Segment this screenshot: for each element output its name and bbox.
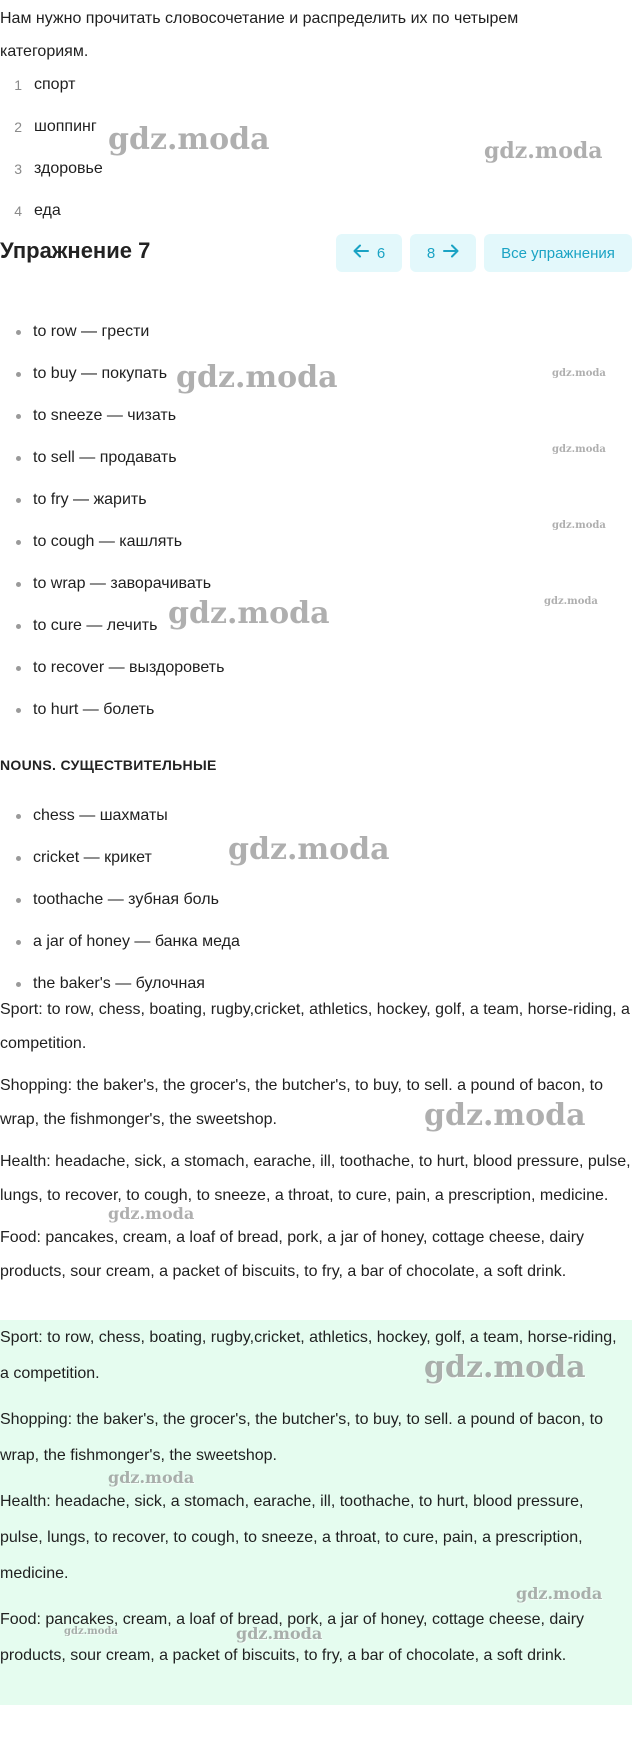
- bullet-icon: [16, 372, 21, 377]
- watermark: gdz.moda: [108, 1204, 195, 1223]
- watermark: gdz.moda: [108, 122, 270, 157]
- list-item-text: to sneeze — чизать: [33, 407, 177, 424]
- next-exercise-label: 8: [426, 244, 436, 262]
- list-number: 2: [14, 119, 22, 135]
- watermark: gdz.moda: [424, 1098, 586, 1133]
- bullet-icon: [16, 666, 21, 671]
- arrow-left-icon: [353, 244, 369, 262]
- categories-text: [0, 993, 632, 1297]
- watermark: gdz.moda: [516, 1584, 603, 1603]
- bullet-icon: [16, 624, 21, 629]
- watermark: gdz.moda: [236, 1624, 323, 1643]
- watermark: gdz.moda: [168, 596, 330, 631]
- list-item-text: здоровье: [34, 160, 103, 177]
- all-exercises-button[interactable]: Все упражнения: [484, 234, 632, 272]
- sport-paragraph: Sport: to row, chess, boating, rugby,cricket, athletics, hockey, golf, a team, horse-riding, a competition.: [0, 1001, 630, 1052]
- list-item-text: the baker's — булочная: [33, 975, 205, 992]
- health-paragraph: Health: headache, sick, a stomach, earache, ill, toothache, to hurt, blood pressure, pulse, lungs, to recover, to cough, to sneeze, a throat, to cure, pain, a prescription, medicine.: [0, 1153, 631, 1204]
- watermark: gdz.moda: [552, 444, 606, 455]
- watermark: gdz.moda: [108, 1468, 195, 1487]
- list-item-text: chess — шахматы: [33, 807, 168, 824]
- list-item-text: to row — грести: [33, 323, 150, 340]
- list-item: [0, 879, 600, 921]
- watermark: gdz.moda: [176, 360, 338, 395]
- arrow-right-icon: [443, 244, 459, 262]
- list-item-text: to recover — выздороветь: [33, 659, 225, 676]
- list-number: 4: [14, 203, 22, 219]
- bullet-icon: [16, 814, 21, 819]
- intro-text: Нам нужно прочитать словосочетание и распределить их по четырем категориям.: [0, 10, 519, 60]
- nouns-heading: NOUNS. СУЩЕСТВИТЕЛЬНЫЕ: [0, 757, 217, 773]
- watermark: gdz.moda: [424, 1350, 586, 1385]
- watermark: gdz.moda: [228, 832, 390, 867]
- list-item: [0, 311, 600, 353]
- food-paragraph: Food: pancakes, cream, a loaf of bread, pork, a jar of honey, cottage cheese, dairy products, sour cream, a packet of biscuits, to fry, a bar of chocolate, a soft drink.: [0, 1229, 585, 1280]
- list-item: [0, 521, 600, 563]
- list-item-text: спорт: [34, 76, 76, 93]
- next-exercise-button[interactable]: [410, 234, 476, 272]
- food-answer: Food: pancakes, cream, a loaf of bread, pork, a jar of honey, cottage cheese, dairy products, sour cream, a packet of biscuits, to fry, a bar of chocolate, a soft drink.: [0, 1611, 585, 1664]
- list-item: [0, 395, 600, 437]
- watermark: gdz.moda: [552, 520, 606, 531]
- list-item-text: to cough — кашлять: [33, 533, 183, 550]
- list-item-text: a jar of honey — банка меда: [33, 933, 240, 950]
- list-item-text: to fry — жарить: [33, 491, 147, 508]
- bullet-icon: [16, 582, 21, 587]
- bullet-icon: [16, 940, 21, 945]
- watermark: gdz.moda: [552, 368, 606, 379]
- list-item-text: cricket — крикет: [33, 849, 152, 866]
- bullet-icon: [16, 456, 21, 461]
- exercise-title: Упражнение 7: [0, 238, 151, 263]
- list-item: [0, 190, 600, 232]
- list-item-text: to sell — продавать: [33, 449, 177, 466]
- shopping-paragraph: Shopping: the baker's, the grocer's, the butcher's, to buy, to sell. a pound of bacon, to wrap, the fishmonger's, the sweetshop.: [0, 1077, 604, 1128]
- bullet-icon: [16, 330, 21, 335]
- bullet-icon: [16, 982, 21, 987]
- list-item: [0, 689, 600, 731]
- list-item-text: to buy — покупать: [33, 365, 168, 382]
- prev-exercise-label: 6: [376, 244, 386, 262]
- list-item-text: шоппинг: [34, 118, 97, 135]
- list-item-text: to wrap — заворачивать: [33, 575, 212, 592]
- watermark: gdz.moda: [64, 1626, 118, 1637]
- list-item-text: toothache — зубная боль: [33, 891, 219, 908]
- list-item: [0, 647, 600, 689]
- list-item: [0, 437, 600, 479]
- bullet-icon: [16, 540, 21, 545]
- nouns-list: [0, 795, 600, 1005]
- list-number: 1: [14, 77, 22, 93]
- sport-answer: Sport: to row, chess, boating, rugby,cricket, athletics, hockey, golf, a team, horse-riding, a competition.: [0, 1329, 617, 1382]
- list-item: [0, 921, 600, 963]
- bullet-icon: [16, 708, 21, 713]
- list-item: [0, 795, 600, 837]
- list-item-text: to hurt — болеть: [33, 701, 155, 718]
- list-item-text: еда: [34, 202, 61, 219]
- watermark: gdz.moda: [484, 138, 603, 164]
- bullet-icon: [16, 856, 21, 861]
- watermark: gdz.moda: [544, 596, 598, 607]
- shopping-answer: Shopping: the baker's, the grocer's, the butcher's, to buy, to sell. a pound of bacon, to wrap, the fishmonger's, the sweetshop.: [0, 1411, 604, 1464]
- list-number: 3: [14, 161, 22, 177]
- bullet-icon: [16, 898, 21, 903]
- bullet-icon: [16, 498, 21, 503]
- bullet-icon: [16, 414, 21, 419]
- list-item: [0, 479, 600, 521]
- health-answer: Health: headache, sick, a stomach, earache, ill, toothache, to hurt, blood pressure, pulse, lungs, to recover, to cough, to sneeze, a throat, to cure, pain, a prescription, medicine.: [0, 1493, 584, 1582]
- prev-exercise-button[interactable]: [336, 234, 402, 272]
- list-item: [0, 64, 600, 106]
- list-item-text: to cure — лечить: [33, 617, 158, 634]
